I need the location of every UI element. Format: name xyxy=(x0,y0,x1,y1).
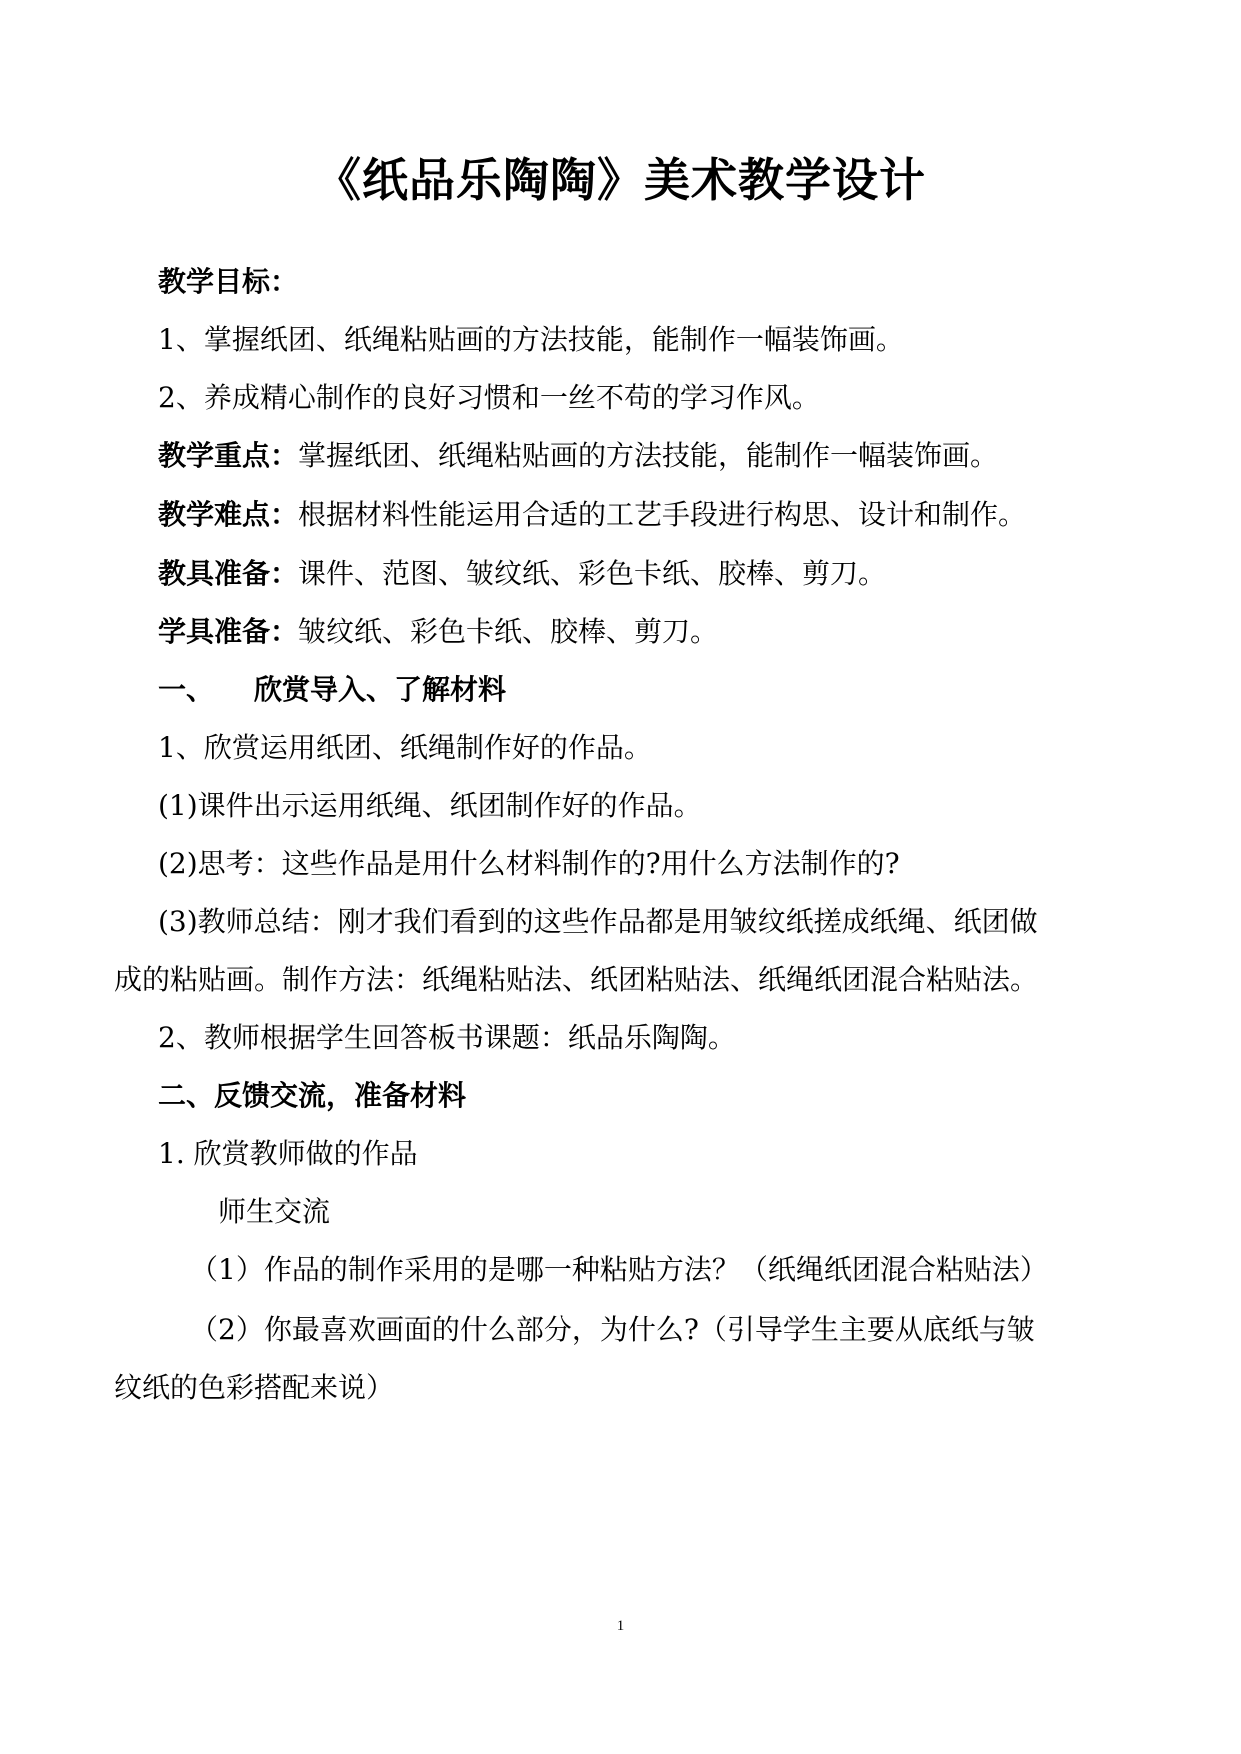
difficulty-text: 根据材料性能运用合适的工艺手段进行构思、设计和制作。 xyxy=(298,498,1027,531)
section1-line-2: (1)课件出示运用纸绳、纸团制作好的作品。 xyxy=(158,789,702,822)
teacher-tools-label: 教具准备： xyxy=(158,557,299,590)
student-tools-text: 皱纹纸、彩色卡纸、胶棒、剪刀。 xyxy=(298,615,719,648)
section1-line-1: 1、欣赏运用纸团、纸绳制作好的作品。 xyxy=(158,731,652,764)
section2-line-1: 1. 欣赏教师做的作品 xyxy=(158,1137,418,1170)
teacher-tools-text: 课件、范图、皱纹纸、彩色卡纸、胶棒、剪刀。 xyxy=(298,557,887,590)
section2-line-5: 纹纸的色彩搭配来说） xyxy=(114,1371,395,1404)
section2-line-2: 师生交流 xyxy=(218,1195,331,1228)
section1-heading xyxy=(158,670,506,710)
section2-line-3: （1）作品的制作采用的是哪一种粘贴方法？（纸绳纸团混合粘贴法） xyxy=(190,1253,1048,1286)
teacher-tools-row xyxy=(158,554,886,594)
difficulty-label: 教学难点： xyxy=(158,498,299,531)
student-tools-label: 学具准备： xyxy=(158,615,299,648)
difficulty-row xyxy=(158,495,1026,535)
key-point-label: 教学重点： xyxy=(158,439,299,472)
key-point-text: 掌握纸团、纸绳粘贴画的方法技能，能制作一幅装饰画。 xyxy=(298,439,999,472)
section1-line-5: 成的粘贴画。制作方法：纸绳粘贴法、纸团粘贴法、纸绳纸团混合粘贴法。 xyxy=(114,963,1039,996)
page-number: 1 xyxy=(616,1618,625,1634)
objectives-heading: 教学目标： xyxy=(158,265,299,298)
section1-line-6: 2、教师根据学生回答板书课题：纸品乐陶陶。 xyxy=(158,1021,736,1054)
section1-line-4: (3)教师总结：刚才我们看到的这些作品都是用皱纹纸搓成纸绳、纸团做 xyxy=(158,905,1038,938)
student-tools-row xyxy=(158,612,718,652)
section1-line-3: (2)思考：这些作品是用什么材料制作的?用什么方法制作的? xyxy=(158,847,900,880)
objective-item-2: 2、养成精心制作的良好习惯和一丝不苟的学习作风。 xyxy=(158,381,820,414)
section1-number: 一、 xyxy=(158,673,215,706)
document-title: 《纸品乐陶陶》美术教学设计 xyxy=(315,153,926,207)
section1-title: 欣赏导入、了解材料 xyxy=(254,673,507,706)
objective-item-1: 1、掌握纸团、纸绳粘贴画的方法技能，能制作一幅装饰画。 xyxy=(158,323,904,356)
section2-heading: 二、反馈交流，准备材料 xyxy=(158,1079,467,1112)
section2-line-4: （2）你最喜欢画面的什么部分，为什么?（引导学生主要从底纸与皱 xyxy=(190,1313,1035,1346)
key-point-row xyxy=(158,436,998,476)
